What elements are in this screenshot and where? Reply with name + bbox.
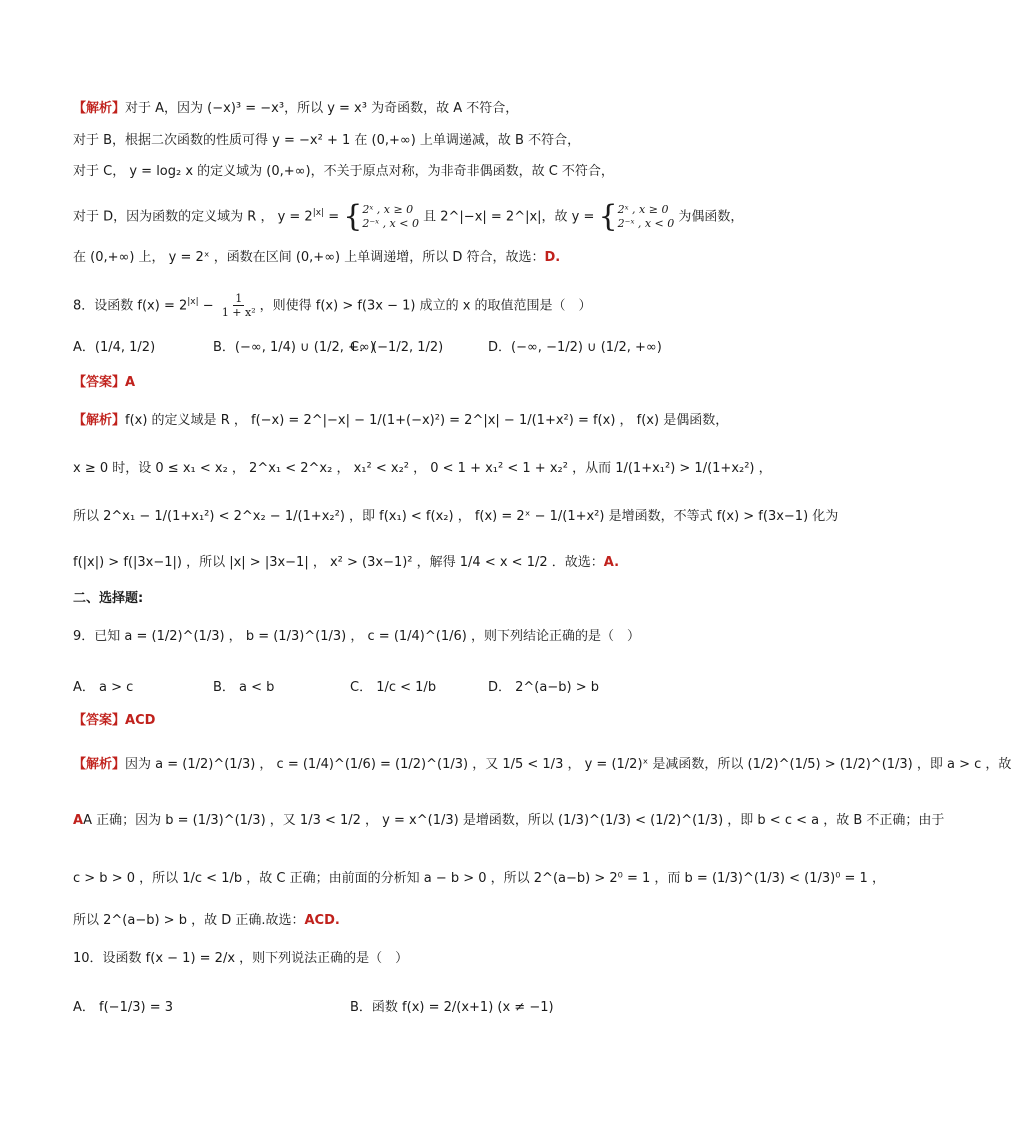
q7-analysis-text-4d: 且 2^|−x| = 2^|x|，故 y = xyxy=(423,209,595,225)
q8-stem xyxy=(73,288,592,320)
q8-stem-a: 8．设函数 f(x) = 2 xyxy=(73,298,188,314)
q9-answer-line xyxy=(73,712,155,730)
q7-analysis-text-4e: 为偶函数， xyxy=(674,209,744,225)
answer-tag: 【答案】 xyxy=(73,375,126,390)
q9-final-answer: ACD. xyxy=(304,913,340,928)
q9-analysis-line-4 xyxy=(73,912,340,930)
q9-answer: ACD xyxy=(125,713,156,728)
piecewise-brace-2: { 2ˣ , x ≥ 0 2⁻ˣ , x < 0 xyxy=(598,198,675,234)
case-1b: 2⁻ˣ , x < 0 xyxy=(362,216,419,230)
q7-analysis-text-4a: 对于 D，因为函数的定义域为 R ， y = 2 xyxy=(73,209,313,225)
q9-option-d: D． 2^(a−b) > b xyxy=(488,680,599,695)
q8-stem-sup: |x| xyxy=(187,297,199,307)
q8-option-a: A．(1/4, 1/2) xyxy=(73,340,156,355)
q10-option-b: B．函数 f(x) = 2/(x+1) (x ≠ −1) xyxy=(350,1000,554,1015)
case-2b: 2⁻ˣ , x < 0 xyxy=(617,216,675,230)
q8-option-c: C．(−1/2, 1/2) xyxy=(350,340,444,355)
analysis-tag: 【解析】 xyxy=(73,413,126,428)
q7-final-answer: D. xyxy=(544,250,561,265)
section-heading: 二、选择题: xyxy=(73,591,144,606)
option-ref: A xyxy=(73,813,84,828)
q7-analysis-line-3: 对于 C， y = log₂ x 的定义域为 (0,+∞)，不关于原点对称，为非奇非偶函数，故 C 不符合， xyxy=(73,164,614,179)
q10-stem: 10．设函数 f(x − 1) = 2/x ，则下列说法正确的是（ ） xyxy=(73,951,409,966)
analysis-tag: 【解析】 xyxy=(73,101,126,116)
q8-stem-b: − xyxy=(198,298,218,314)
q8-frac-den: 1 + x² xyxy=(221,306,256,320)
q9-option-c: C． 1/c < 1/b xyxy=(350,680,437,695)
q9-option-a: A． a > c xyxy=(73,680,134,695)
q8-option-b: B．(−∞, 1/4) ∪ (1/2, +∞) xyxy=(213,340,375,355)
case-2a: 2ˣ , x ≥ 0 xyxy=(617,202,669,216)
q8-analysis-line-1 xyxy=(73,412,728,430)
q8-analysis-line-4 xyxy=(73,554,619,572)
q9-stem: 9．已知 a = (1/2)^(1/3) ， b = (1/3)^(1/3) ， c = (1/4)^(1/6) ，则下列结论正确的是（ ） xyxy=(73,629,640,644)
q9-analysis-text-2: A 正确；因为 b = (1/3)^(1/3) ，又 1/3 < 1/2 ， y = x^(1/3) 是增函数，所以 (1/3)^(1/3) < (1/2)^(1/3) ，即 b < c < a ，故 B 不正确；由于 xyxy=(83,813,945,828)
q8-analysis-text-4: f(|x|) > f(|3x−1|) ，所以 |x| > |3x−1| ， x² > (3x−1)² ，解得 1/4 < x < 1/2 ．故选： xyxy=(73,555,604,570)
q8-option-d: D．(−∞, −1/2) ∪ (1/2, +∞) xyxy=(488,340,662,355)
q7-analysis-line-4 xyxy=(73,198,743,232)
case-1a: 2ˣ , x ≥ 0 xyxy=(362,202,414,216)
answer-tag: 【答案】 xyxy=(73,713,126,728)
q9-analysis-text-1: 因为 a = (1/2)^(1/3) ， c = (1/4)^(1/6) = (1/2)^(1/3) ，又 1/5 < 1/3 ， y = (1/2)ˣ 是减函数，所以 (1/2)^(1/5) > (1/2)^(1/3) ，即 a > c ，故 xyxy=(125,757,1011,772)
q7-analysis-line-2: 对于 B，根据二次函数的性质可得 y = −x² + 1 在 (0,+∞) 上单调递减，故 B 不符合， xyxy=(73,133,581,148)
q7-analysis-line-5 xyxy=(73,249,560,267)
q8-analysis-line-2: x ≥ 0 时，设 0 ≤ x₁ < x₂ ， 2^x₁ < 2^x₂ ， x₁² < x₂² ， 0 < 1 + x₁² < 1 + x₂² ，从而 1/(1+x₁²) > 1/(1+x₂²) ， xyxy=(73,461,772,476)
q7-analysis-text-5: 在 (0,+∞) 上， y = 2ˣ ，函数在区间 (0,+∞) 上单调递增，所以 D 符合，故选： xyxy=(73,250,545,265)
q7-analysis-line-1 xyxy=(73,100,518,118)
q7-analysis-text-1: 对于 A，因为 (−x)³ = −x³，所以 y = x³ 为奇函数，故 A 不符合， xyxy=(125,101,519,116)
q8-frac-num: 1 xyxy=(235,292,243,306)
q8-final-answer: A. xyxy=(603,555,620,570)
q9-analysis-line-1 xyxy=(73,756,1011,774)
q10-option-a: A． f(−1/3) = 3 xyxy=(73,1000,173,1015)
q8-analysis-line-3: 所以 2^x₁ − 1/(1+x₁²) < 2^x₂ − 1/(1+x₂²) ，即 f(x₁) < f(x₂) ， f(x) = 2ˣ − 1/(1+x²) 是增函数，不等式 f(x) > f(3x−1) 化为 xyxy=(73,509,839,524)
q9-analysis-text-4: 所以 2^(a−b) > b ，故 D 正确.故选： xyxy=(73,913,305,928)
q9-analysis-line-3: c > b > 0 ，所以 1/c < 1/b ，故 C 正确；由前面的分析知 a − b > 0 ，所以 2^(a−b) > 2⁰ = 1 ，而 b = (1/3)^(1/3) < (1/3)⁰ = 1 ， xyxy=(73,871,885,886)
q8-stem-fraction xyxy=(220,292,258,319)
q9-option-b: B． a < b xyxy=(213,680,275,695)
q8-stem-c: ，则使得 f(x) > f(3x − 1) 成立的 x 的取值范围是（ ） xyxy=(259,298,592,314)
q8-analysis-text-1: f(x) 的定义域是 R ， f(−x) = 2^|−x| − 1/(1+(−x)²) = 2^|x| − 1/(1+x²) = f(x) ， f(x) 是偶函数， xyxy=(125,413,729,428)
q8-answer: A xyxy=(125,375,136,390)
q7-analysis-text-4b: = xyxy=(324,209,340,225)
q9-analysis-line-2 xyxy=(73,812,944,830)
q8-answer-line xyxy=(73,374,135,392)
piecewise-brace-1: { 2ˣ , x ≥ 0 2⁻ˣ , x < 0 xyxy=(343,198,419,234)
analysis-tag: 【解析】 xyxy=(73,757,126,772)
q7-analysis-sup: |x| xyxy=(312,208,325,218)
